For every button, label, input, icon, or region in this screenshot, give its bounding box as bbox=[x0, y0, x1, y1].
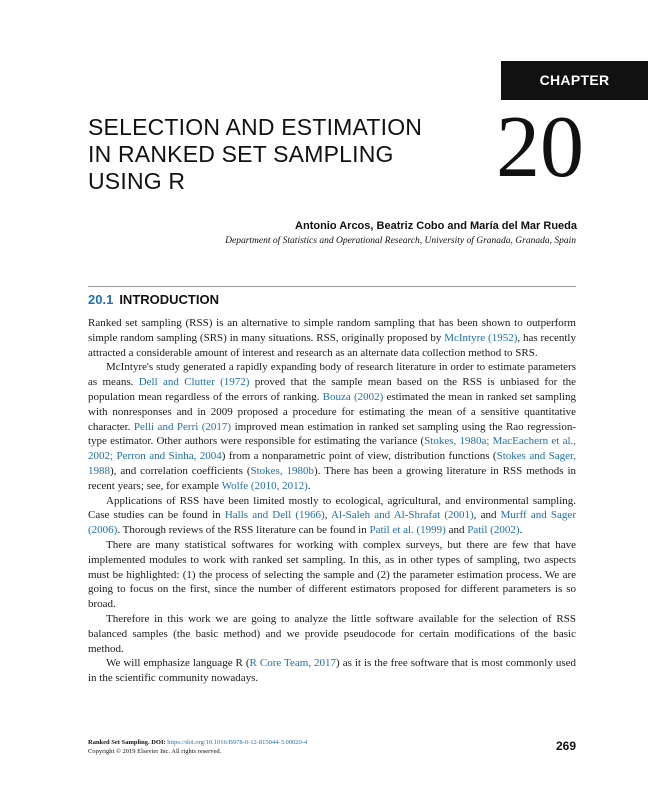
paragraph-6 bbox=[88, 656, 576, 686]
book-title: Ranked Set Sampling. bbox=[88, 739, 150, 746]
text: ), and correlation coefficients ( bbox=[110, 464, 251, 477]
paragraph-5: Therefore in this work we are going to analyze the little software available for the selection of RSS balanced samples (the basic method) and we provide pseudocode for certain modifications of the basic method. bbox=[88, 612, 576, 655]
chapter-tab: CHAPTER bbox=[501, 61, 648, 99]
text: estimated the mean in ranked set sampling with nonresponses and in 2009 proposed a procedure for estimating the mean of a sensitive quantitative character. bbox=[88, 390, 576, 433]
citation-link[interactable]: McIntyre (1952) bbox=[444, 331, 518, 344]
body-text bbox=[88, 316, 576, 686]
page-number: 269 bbox=[555, 739, 576, 753]
text: We will emphasize language R ( bbox=[106, 657, 250, 670]
text: ) from a nonparametric point of view, distribution functions ( bbox=[221, 450, 497, 463]
text: McIntyre's study generated a rapidly expanding body of research literature in order to estimate parameters as means. bbox=[88, 361, 576, 389]
citation-link[interactable]: Stokes, 1980b bbox=[250, 464, 315, 477]
paragraph-2 bbox=[88, 360, 576, 493]
citation-link[interactable]: Murff and Sager (2006) bbox=[88, 509, 576, 537]
text: ). There has been a growing literature in RSS methods in recent years; see, for example bbox=[88, 464, 576, 492]
text: ) as it is the free software that is most commonly used in the scientific community nowadays. bbox=[88, 657, 576, 685]
text: , bbox=[324, 509, 332, 522]
citation-link[interactable]: Al-Saleh and Al-Shrafat (2001) bbox=[331, 509, 474, 522]
copyright: Copyright © 2019 Elsevier Inc. All rights reserved. bbox=[88, 748, 222, 755]
footer-doi-line bbox=[88, 738, 307, 747]
paragraph-3 bbox=[88, 494, 576, 538]
citation-link[interactable]: Stokes, 1980a; MacEachern et al., 2002; Perron and Sinha, 2004 bbox=[88, 435, 577, 463]
text: Ranked set sampling (RSS) is an alternative to simple random sampling that has been shown to outperform simple random sampling (SRS) in many situations. RSS, originally proposed by bbox=[88, 317, 576, 344]
paragraph-4: There are many statistical softwares for working with complex surveys, but there are few that have implemented modules to work with ranked set sampling. In this, as in other types of sampling, two aspects must be highlighted: (1) the process of selecting the sample and (2) the parameter estimation process. We are going to focus on the first, since the number of different estimators proposed for different parameters is so broad. bbox=[88, 538, 576, 611]
section-heading bbox=[88, 292, 219, 307]
section-divider bbox=[88, 286, 576, 287]
paragraph-1 bbox=[88, 316, 576, 360]
footer bbox=[88, 738, 307, 756]
doi-label: DOI: bbox=[151, 739, 166, 746]
text: , has recently attracted a considerable amount of interest and research as an alternate data collection method to SRS. bbox=[88, 331, 576, 359]
doi-link[interactable]: https://doi.org/10.1016/B978-0-12-815044-3.00020-4 bbox=[167, 739, 308, 746]
text: and bbox=[445, 524, 468, 537]
text: . bbox=[519, 524, 523, 537]
citation-link[interactable]: Dell and Clutter (1972) bbox=[138, 376, 250, 389]
citation-link[interactable]: R Core Team, 2017 bbox=[249, 657, 337, 670]
citation-link[interactable]: Halls and Dell (1966) bbox=[224, 509, 325, 522]
citation-link[interactable]: Patil (2002) bbox=[467, 524, 520, 537]
chapter-title: SELECTION AND ESTIMATION IN RANKED SET SAMPLING USING R bbox=[88, 114, 423, 194]
text: improved mean estimation in ranked set sampling using the Rao regression-type estimator. Other authors were responsible for estimating the variance ( bbox=[88, 420, 577, 448]
section-number: 20.1 bbox=[88, 292, 114, 307]
affiliation: Department of Statistics and Operational Research, University of Granada, Granada, Spain bbox=[225, 236, 576, 246]
citation-link[interactable]: Bouza (2002) bbox=[322, 390, 384, 403]
text: . Thorough reviews of the RSS literature can be found in bbox=[117, 524, 370, 537]
text: . bbox=[307, 479, 311, 492]
chapter-number: 20 bbox=[496, 99, 584, 196]
citation-link[interactable]: Pelli and Perri (2017) bbox=[133, 420, 232, 433]
text: Applications of RSS have been limited mostly to ecological, agricultural, and environmental sampling. Case studies can be found in bbox=[88, 494, 576, 522]
citation-link[interactable]: Wolfe (2010, 2012) bbox=[221, 479, 308, 492]
citation-link[interactable]: Stokes and Sager, 1988 bbox=[88, 450, 577, 477]
authors: Antonio Arcos, Beatriz Cobo and María del Mar Rueda bbox=[295, 220, 577, 232]
text: proved that the sample mean based on the RSS is unbiased for the population mean regardless of the errors of ranking. bbox=[88, 376, 577, 403]
citation-link[interactable]: Patil et al. (1999) bbox=[369, 524, 446, 537]
section-title: INTRODUCTION bbox=[119, 292, 219, 307]
text: , and bbox=[473, 509, 501, 522]
